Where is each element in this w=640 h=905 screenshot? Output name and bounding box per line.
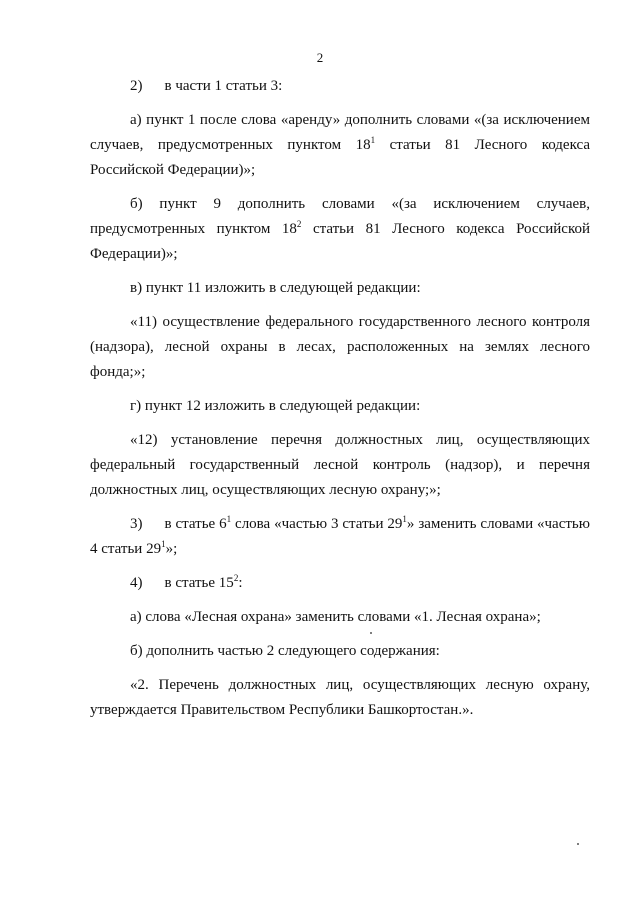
paragraph-text: 2): [130, 78, 143, 94]
paragraph-text: г) пункт 12 изложить в следующей редакции:: [130, 398, 421, 414]
paragraph: [90, 276, 590, 301]
paragraph-text: в) пункт 11 изложить в следующей редакции:: [130, 280, 421, 296]
paragraph-text: а) пункт 1 после слова «аренду» дополнить словами «(за исключением случаев, предусмотренных пунктом 18: [90, 112, 590, 153]
paragraph: [90, 571, 590, 596]
superscript: 1: [161, 539, 166, 549]
paragraph-text: 3): [130, 516, 143, 532]
paragraph-text: «12) установление перечня должностных лиц, осуществляющих федеральный государственный лесной контроль (надзор), и перечня должностных лиц, осуществляющих лесную охрану;»;: [90, 432, 590, 498]
paragraph-text: б) пункт 9 дополнить словами «(за исключением случаев, предусмотренных пунктом 18: [90, 196, 590, 237]
paragraph: [90, 639, 590, 664]
paragraph: [90, 428, 590, 503]
paragraph: [90, 74, 590, 99]
paragraph: [90, 605, 590, 630]
superscript: 2: [296, 219, 302, 229]
page-number: 2: [316, 50, 324, 65]
paragraph: [90, 673, 590, 723]
superscript: 1: [226, 514, 232, 524]
paragraph-text: :: [238, 575, 243, 591]
paragraph-text: »;: [165, 541, 178, 557]
scan-speck: [370, 632, 372, 634]
paragraph: [90, 108, 590, 183]
scan-speck: [577, 843, 579, 845]
paragraph-text: 4): [130, 575, 143, 591]
superscript: 1: [402, 514, 407, 524]
paragraph-text: » заменить словами «частью 4 статьи 29: [90, 516, 590, 557]
superscript: 2: [233, 573, 239, 583]
paragraph: [90, 394, 590, 419]
paragraph: [90, 192, 590, 267]
paragraph-text: в части 1 статьи 3:: [164, 78, 283, 94]
document-body: [90, 74, 590, 732]
paragraph-text: «2. Перечень должностных лиц, осуществляющих лесную охрану, утверждается Правительством Республики Башкортостан.».: [90, 677, 590, 718]
paragraph-text: слова «частью 3 статьи 29: [231, 516, 403, 532]
paragraph-text: в статье 6: [164, 516, 227, 532]
paragraph: [90, 512, 590, 562]
paragraph-text: в статье 15: [164, 575, 234, 591]
superscript: 1: [370, 135, 376, 145]
paragraph-text: а) слова «Лесная охрана» заменить словами «1. Лесная охрана»;: [130, 609, 541, 625]
paragraph-text: б) дополнить частью 2 следующего содержания:: [130, 643, 440, 659]
paragraph-text: «11) осуществление федерального государственного лесного контроля (надзора), лесной охраны в лесах, расположенных на землях лесного фонда;»;: [90, 314, 590, 380]
paragraph-text: статьи 81 Лесного кодекса Российской Федерации)»;: [90, 137, 590, 178]
paragraph-text: статьи 81 Лесного кодекса Российской Федерации)»;: [90, 221, 591, 262]
paragraph: [90, 310, 590, 385]
